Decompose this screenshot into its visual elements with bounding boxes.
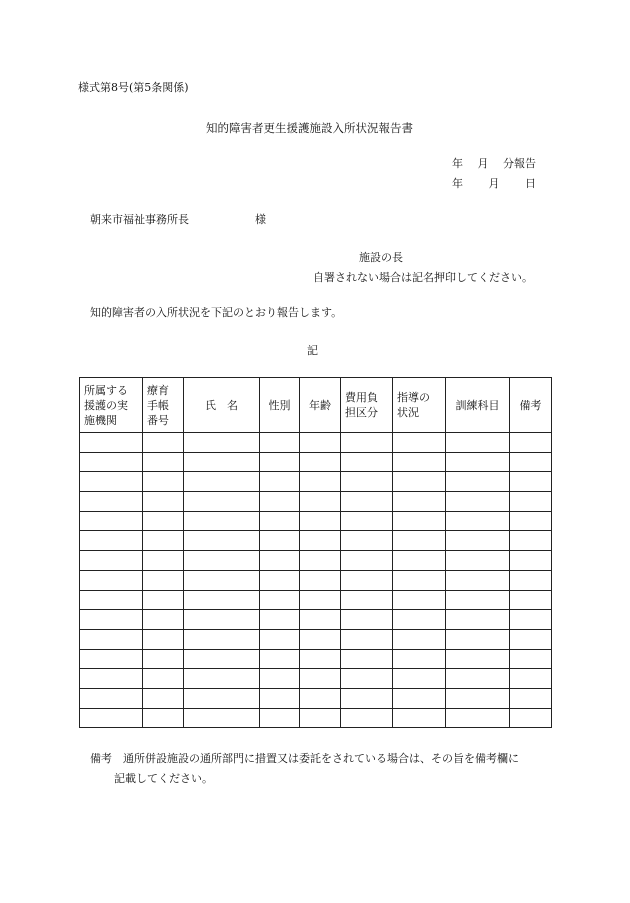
table-cell bbox=[80, 629, 143, 649]
header-training-subject bbox=[446, 378, 510, 433]
table-row bbox=[80, 433, 552, 453]
table-cell bbox=[446, 610, 510, 630]
table-cell bbox=[341, 590, 393, 610]
header-name-line: 氏 名 bbox=[205, 398, 238, 412]
table-cell bbox=[393, 433, 446, 453]
table-cell bbox=[393, 649, 446, 669]
table-cell bbox=[260, 708, 300, 728]
table-cell bbox=[300, 511, 341, 531]
table-cell bbox=[393, 551, 446, 571]
table-cell bbox=[260, 649, 300, 669]
table-cell bbox=[341, 511, 393, 531]
table-row bbox=[80, 708, 552, 728]
header-cost-category-line: 費用負 bbox=[345, 391, 378, 404]
table-cell bbox=[143, 551, 184, 571]
table-cell bbox=[300, 433, 341, 453]
table-row bbox=[80, 610, 552, 630]
body-text: 知的障害者の入所状況を下記のとおり報告します。 bbox=[90, 306, 343, 319]
table-cell bbox=[80, 511, 143, 531]
table-cell bbox=[80, 610, 143, 630]
table-cell bbox=[510, 649, 552, 669]
table-cell bbox=[80, 492, 143, 512]
table-cell bbox=[341, 629, 393, 649]
table-cell bbox=[184, 492, 260, 512]
table-cell bbox=[341, 669, 393, 689]
table-cell bbox=[510, 570, 552, 590]
table-cell bbox=[184, 629, 260, 649]
form-number: 様式第8号(第5条関係) bbox=[78, 81, 189, 94]
table-cell bbox=[184, 590, 260, 610]
table-cell bbox=[184, 708, 260, 728]
table-cell bbox=[80, 688, 143, 708]
table-cell bbox=[260, 551, 300, 571]
table-cell bbox=[260, 688, 300, 708]
table-cell bbox=[184, 452, 260, 472]
table-cell bbox=[300, 688, 341, 708]
table-cell bbox=[446, 492, 510, 512]
table-cell bbox=[300, 472, 341, 492]
addressee: 朝来市福祉事務所長 様 bbox=[90, 213, 266, 226]
table-cell bbox=[341, 688, 393, 708]
table-cell bbox=[143, 570, 184, 590]
table-cell bbox=[80, 472, 143, 492]
table-row bbox=[80, 629, 552, 649]
table-cell bbox=[393, 472, 446, 492]
header-cost-category-line: 担区分 bbox=[345, 406, 378, 419]
header-sex-line: 性別 bbox=[268, 398, 291, 412]
table-row bbox=[80, 669, 552, 689]
table-cell bbox=[300, 452, 341, 472]
table-cell bbox=[184, 472, 260, 492]
table-cell bbox=[143, 629, 184, 649]
table-cell bbox=[300, 551, 341, 571]
table-cell bbox=[341, 433, 393, 453]
header-agency-line: 援護の実 bbox=[84, 398, 128, 412]
table-cell bbox=[446, 452, 510, 472]
table-cell bbox=[393, 452, 446, 472]
table-cell bbox=[510, 433, 552, 453]
table-cell bbox=[446, 708, 510, 728]
table-cell bbox=[341, 570, 393, 590]
table-cell bbox=[260, 531, 300, 551]
table-cell bbox=[393, 610, 446, 630]
table-cell bbox=[143, 511, 184, 531]
table-cell bbox=[260, 433, 300, 453]
admission-status-table bbox=[79, 377, 552, 728]
table-cell bbox=[80, 531, 143, 551]
table-cell bbox=[184, 551, 260, 571]
header-ryoiku-number-line: 療育 bbox=[147, 383, 169, 397]
table-cell bbox=[510, 688, 552, 708]
table-cell bbox=[260, 629, 300, 649]
table-cell bbox=[393, 708, 446, 728]
table-cell bbox=[510, 492, 552, 512]
header-guidance-status-line: 状況 bbox=[397, 406, 419, 419]
table-cell bbox=[341, 551, 393, 571]
table-cell bbox=[184, 511, 260, 531]
table-cell bbox=[260, 511, 300, 531]
table-cell bbox=[260, 610, 300, 630]
table-row bbox=[80, 649, 552, 669]
table-cell bbox=[260, 472, 300, 492]
table-cell bbox=[80, 551, 143, 571]
header-guidance-status bbox=[393, 378, 446, 433]
table-cell bbox=[341, 708, 393, 728]
table-cell bbox=[393, 688, 446, 708]
table-cell bbox=[300, 570, 341, 590]
table-cell bbox=[446, 669, 510, 689]
table-cell bbox=[184, 649, 260, 669]
header-agency-line: 施機関 bbox=[84, 413, 117, 427]
table-cell bbox=[510, 669, 552, 689]
remarks-note: 備考 通所併設施設の通所部門に措置又は委託をされている場合は、その旨を備考欄に bbox=[90, 752, 519, 765]
table-cell bbox=[510, 511, 552, 531]
table-cell bbox=[446, 433, 510, 453]
table-row bbox=[80, 531, 552, 551]
header-sex bbox=[260, 378, 300, 433]
report-period: 年 月 分報告 bbox=[452, 157, 536, 170]
table-cell bbox=[143, 472, 184, 492]
document-title: 知的障害者更生援護施設入所状況報告書 bbox=[206, 121, 413, 135]
table-row bbox=[80, 452, 552, 472]
table-cell bbox=[446, 629, 510, 649]
table-cell bbox=[143, 669, 184, 689]
table-cell bbox=[446, 551, 510, 571]
table-row bbox=[80, 590, 552, 610]
remarks-note-continued: 記載してください。 bbox=[114, 772, 213, 785]
table-cell bbox=[446, 688, 510, 708]
ki-heading: 記 bbox=[307, 344, 318, 357]
header-remarks-line: 備考 bbox=[519, 398, 542, 412]
table-cell bbox=[510, 531, 552, 551]
table-cell bbox=[80, 590, 143, 610]
table-cell bbox=[510, 629, 552, 649]
table-cell bbox=[260, 669, 300, 689]
header-training-subject-line: 訓練科目 bbox=[455, 398, 500, 412]
table-cell bbox=[446, 531, 510, 551]
table-cell bbox=[80, 452, 143, 472]
table-cell bbox=[510, 610, 552, 630]
table-header-row bbox=[80, 378, 552, 433]
table-cell bbox=[143, 688, 184, 708]
report-date: 年 月 日 bbox=[452, 177, 536, 190]
table-cell bbox=[300, 649, 341, 669]
table-cell bbox=[184, 610, 260, 630]
table-cell bbox=[80, 669, 143, 689]
table-cell bbox=[184, 688, 260, 708]
table-cell bbox=[80, 708, 143, 728]
table-cell bbox=[300, 590, 341, 610]
table-cell bbox=[446, 472, 510, 492]
header-ryoiku-number-line: 手帳 bbox=[147, 398, 169, 412]
table-cell bbox=[341, 649, 393, 669]
table-cell bbox=[143, 492, 184, 512]
header-remarks bbox=[510, 378, 552, 433]
table-row bbox=[80, 570, 552, 590]
header-ryoiku-number bbox=[143, 378, 184, 433]
table-cell bbox=[393, 531, 446, 551]
table-cell bbox=[143, 708, 184, 728]
table-cell bbox=[510, 472, 552, 492]
table-cell bbox=[393, 511, 446, 531]
table-cell bbox=[393, 629, 446, 649]
table-cell bbox=[260, 590, 300, 610]
table-cell bbox=[143, 452, 184, 472]
facility-head-label: 施設の長 bbox=[359, 251, 403, 264]
table-cell bbox=[260, 452, 300, 472]
signature-note: 自署されない場合は記名押印してください。 bbox=[313, 271, 533, 284]
table-cell bbox=[341, 492, 393, 512]
table-row bbox=[80, 492, 552, 512]
table-cell bbox=[393, 570, 446, 590]
table-cell bbox=[260, 570, 300, 590]
table-row bbox=[80, 551, 552, 571]
table-cell bbox=[143, 649, 184, 669]
table-cell bbox=[510, 551, 552, 571]
table-cell bbox=[341, 472, 393, 492]
table-row bbox=[80, 688, 552, 708]
table-cell bbox=[341, 452, 393, 472]
header-agency bbox=[80, 378, 143, 433]
table-cell bbox=[184, 531, 260, 551]
table-row bbox=[80, 511, 552, 531]
table-cell bbox=[446, 590, 510, 610]
table-cell bbox=[300, 669, 341, 689]
table-cell bbox=[143, 590, 184, 610]
table-cell bbox=[184, 669, 260, 689]
table-cell bbox=[446, 570, 510, 590]
header-age-line: 年齢 bbox=[309, 398, 331, 412]
header-agency-line: 所属する bbox=[84, 383, 128, 397]
table-cell bbox=[300, 629, 341, 649]
table-cell bbox=[80, 433, 143, 453]
header-guidance-status-line: 指導の bbox=[397, 391, 430, 404]
table-cell bbox=[143, 433, 184, 453]
table-cell bbox=[446, 649, 510, 669]
header-cost-category bbox=[341, 378, 393, 433]
table-cell bbox=[393, 669, 446, 689]
table-cell bbox=[300, 708, 341, 728]
header-age bbox=[300, 378, 341, 433]
table-cell bbox=[341, 531, 393, 551]
table-cell bbox=[510, 590, 552, 610]
table-cell bbox=[184, 433, 260, 453]
table-cell bbox=[143, 531, 184, 551]
table-cell bbox=[510, 708, 552, 728]
table-cell bbox=[260, 492, 300, 512]
table-cell bbox=[510, 452, 552, 472]
table-cell bbox=[393, 492, 446, 512]
table-cell bbox=[184, 570, 260, 590]
table-cell bbox=[341, 610, 393, 630]
table-cell bbox=[143, 610, 184, 630]
header-ryoiku-number-line: 番号 bbox=[147, 413, 169, 427]
table-cell bbox=[446, 511, 510, 531]
table-cell bbox=[300, 492, 341, 512]
header-name bbox=[184, 378, 260, 433]
table-cell bbox=[393, 590, 446, 610]
table-cell bbox=[80, 570, 143, 590]
table-cell bbox=[80, 649, 143, 669]
table-row bbox=[80, 472, 552, 492]
table-cell bbox=[300, 610, 341, 630]
table-cell bbox=[300, 531, 341, 551]
